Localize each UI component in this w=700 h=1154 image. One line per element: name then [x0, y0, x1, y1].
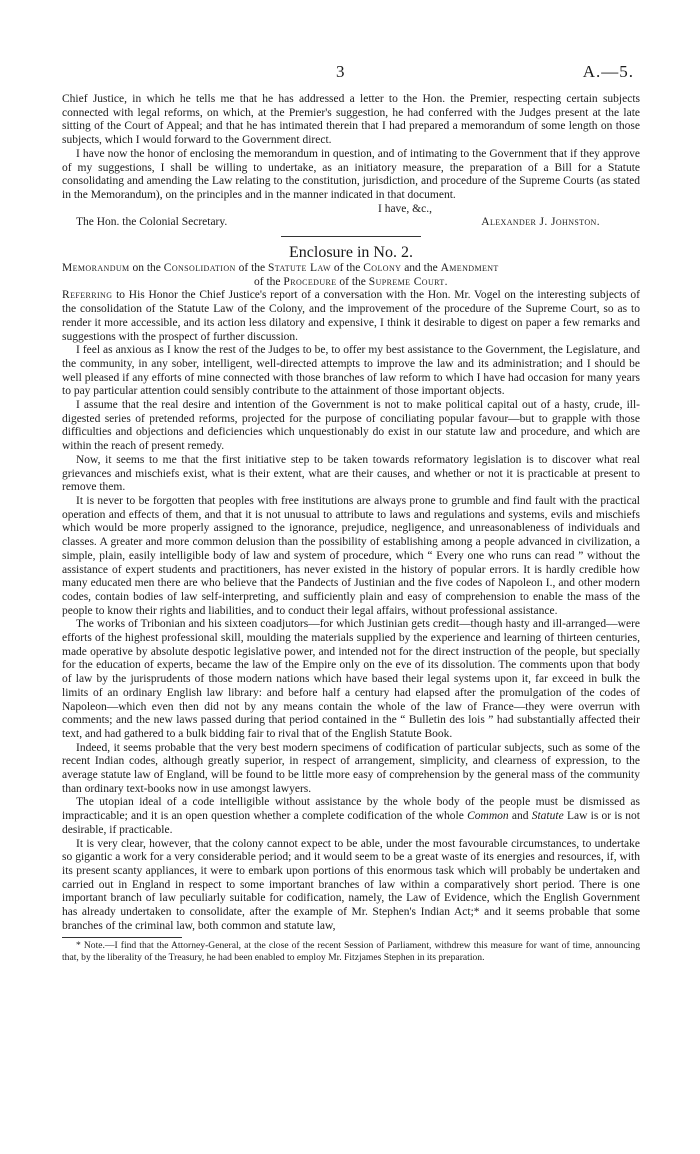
- memo-title-word: of the: [238, 262, 266, 275]
- memo-paragraph: [62, 289, 640, 344]
- memo-title-word: of the: [333, 262, 361, 275]
- memo-italic-word: Common: [467, 810, 509, 823]
- memo-title-word: Statute Law: [268, 262, 331, 275]
- letter-paragraph: Chief Justice, in which he tells me that he has addressed a letter to the Hon. the Premier, respecting certain subjects connected with legal reforms, on which, at the Premier's suggestion, he had conferred with the Judges present at the late sitting of the Court of Appeal; and that he has intimated therein that I had prepared a memorandum of some length on those subjects, which I would forward to the Government direct.: [62, 93, 640, 147]
- memo-paragraph: It is very clear, however, that the colony cannot expect to be able, under the most favourable circumstances, to undertake so gigantic a work for a very considerable period; and it would seem to be a great waste of its energies and resources, if, with its present scanty appliances, it were to embark upon portions of this enormous task which will probably be undertaken and carried out in England in respect to some important branches of law within a comparatively short period. There is one important branch of law peculiarly suitable for codification, namely, the Law of Evidence, which the English Government has already undertaken to consolidate, after the example of Mr. Stephen's Indian Act;* and it seems probable that some branches of the criminal law, both common and statute law,: [62, 837, 640, 932]
- memo-lead-word: Referring: [62, 289, 113, 302]
- memo-paragraph: It is never to be forgotten that peoples with free institutions are always prone to grumble and find fault with the practical operation and effects of them, and that it is not unusual to attribute to laws and regulations and systems, evils and mischiefs which would be more properly assigned to the ignorance, prejudice, negligence, and unreasonableness of individuals and classes. A greater and more common delusion than the possibility of establishing among a people advanced in civilization, a simple, plain, easily intelligible body of law and system of procedure, which “ Every one who runs can read ” without the assistance of expert students and practitioners, has never existed in the history of popular errors. It is hardly credible how many educated men there are who believe that the Pandects of Justinian and the five codes of Napoleon I., and other modern codes, contain bodies of law self-interpreting, and sufficiently plain and easy of comprehension to enable the mass of the people to know their rights and liabilities, and to conduct their legal affairs, without professional assistance.: [62, 494, 640, 617]
- memo-title-word: of the: [254, 275, 281, 288]
- memo-paragraph: Now, it seems to me that the first initiative step to be taken towards reformatory legislation is to discover what real grievances and mischiefs exist, what is their extent, what are their causes, and whether or not it is practicable at present to remove them.: [62, 453, 640, 494]
- memo-title-word: and the: [404, 262, 438, 275]
- footnote: * Note.—I find that the Attorney-General, at the close of the recent Session of Parliament, withdrew this measure for want of time, announcing that, by the liberality of the Treasury, he had been enabled to employ Mr. Fitzjames Stephen in its preparation.: [62, 940, 640, 964]
- memo-paragraph-text: and: [508, 810, 532, 823]
- memo-paragraph: [62, 796, 640, 837]
- memo-paragraph: Indeed, it seems probable that the very best modern specimens of codification of particular subjects, such as some of the recent Indian codes, although greatly superior, in respect of arrangement, simplicity, and clearness of expression, to the average statute law of England, will be found to be little more easy of comprehension by the general mass of the community than ordinary text-books now in use amongst lawyers.: [62, 741, 640, 795]
- memo-paragraph-text: The utopian ideal of a code intelligible without assistance by the whole body of the people must be dismissed as impracticable; and it is an open question whether a complete codification of the whole: [62, 796, 640, 823]
- memo-title-word: Amendment: [440, 262, 499, 275]
- memo-title-word: Memorandum: [62, 262, 130, 275]
- memorandum-title: [62, 262, 640, 276]
- letter-addressee: The Hon. the Colonial Secretary.: [76, 216, 228, 229]
- letter-closing: I have, &c.,: [378, 202, 432, 215]
- letter-paragraph: I have now the honor of enclosing the memorandum in question, and of intimating to the Government that if they approve of my suggestions, I shall be willing to undertake, as an initiatory measure, the preparation of a Bill for a Statute consolidating and amending the Law relating to the constitution, jurisdiction, and procedure of the Supreme Courts (as stated in the Memorandum), on the principles and in the manner indicated in that document.: [62, 147, 640, 201]
- footnote-divider: [62, 937, 182, 938]
- memo-paragraph-text: to His Honor the Chief Justice's report of a conversation with the Hon. Mr. Vogel on the interesting subjects of the consolidation of the Statute Law of the Colony, and the improvement of the procedure of the Supreme Court, so as to render it more accessible, and its action less dilatory and expensive, I think it desirable to digest on paper a few remarks and suggestions with the prospect of further discussion.: [62, 289, 640, 343]
- memo-paragraph: The works of Tribonian and his sixteen coadjutors—for which Justinian gets credit—though hasty and ill-arranged—were efforts of the highest professional skill, moulding the materials supplied by the experience and learning of thirteen centuries, made operative by absolute despotic legislative power, and intended not for the direct instruction of the people, but specially for the education of experts, became the law of the Empire only on the eve of its dissolution. The comments upon that body of law by the jurisprudents of those modern nations which have based their legal systems upon it, far exceed in bulk the limits of an ordinary English law library: and before half a century had elapsed after the promulgation of the codes of Napoleon—which even then did not by any means contain the whole of the law of France—they were overrun with comments; and the new laws passed during that period contained in the “ Bulletin des lois ” had substantially affected their text, and had gathered to a bulk bidding fair to rival that of the English Statute Book.: [62, 618, 640, 740]
- letter-signature: Alexander J. Johnston.: [481, 216, 600, 229]
- page-body: [62, 93, 640, 964]
- memo-paragraph: I feel as anxious as I know the rest of the Judges to be, to offer my best assistance to the Government, the Legislature, and the community, in any sober, intelligent, well-directed attempts to improve the law and its administration; and I should be well pleased if any efforts of mine connected with those branches of law reform to which I have had occasion for many years to pay particular attention could sensibly contribute to the attainment of those important objects.: [62, 344, 640, 398]
- memo-title-word: on the: [132, 262, 161, 275]
- memo-title-word: Supreme Court.: [368, 275, 448, 288]
- page-number: 3: [336, 62, 345, 81]
- memo-paragraph-text: Law is or is not desirable, if practicable.: [62, 810, 640, 836]
- memo-paragraph: I assume that the real desire and intention of the Government is not to make political capital out of a hasty, crude, ill-digested series of pretended reforms, projected for the purpose of conciliating popular favour—but to grapple with those difficulties and objections and deficiencies which unquestionably do exist in our statute law and procedure, and which are within the reach of present remedy.: [62, 399, 640, 453]
- memo-title-word: Consolidation: [163, 262, 236, 275]
- memo-title-word: Colony: [363, 262, 402, 275]
- memo-italic-word: Statute: [531, 810, 564, 823]
- memo-title-word: Procedure: [283, 275, 337, 288]
- document-reference: A.—5.: [582, 62, 634, 81]
- memorandum-title-line2: [62, 276, 640, 290]
- letter-signature-row: [62, 216, 640, 230]
- memo-title-word: of the: [339, 275, 366, 288]
- enclosure-title: Enclosure in No. 2.: [289, 244, 413, 262]
- section-divider: [281, 236, 421, 237]
- page-header: [0, 62, 700, 84]
